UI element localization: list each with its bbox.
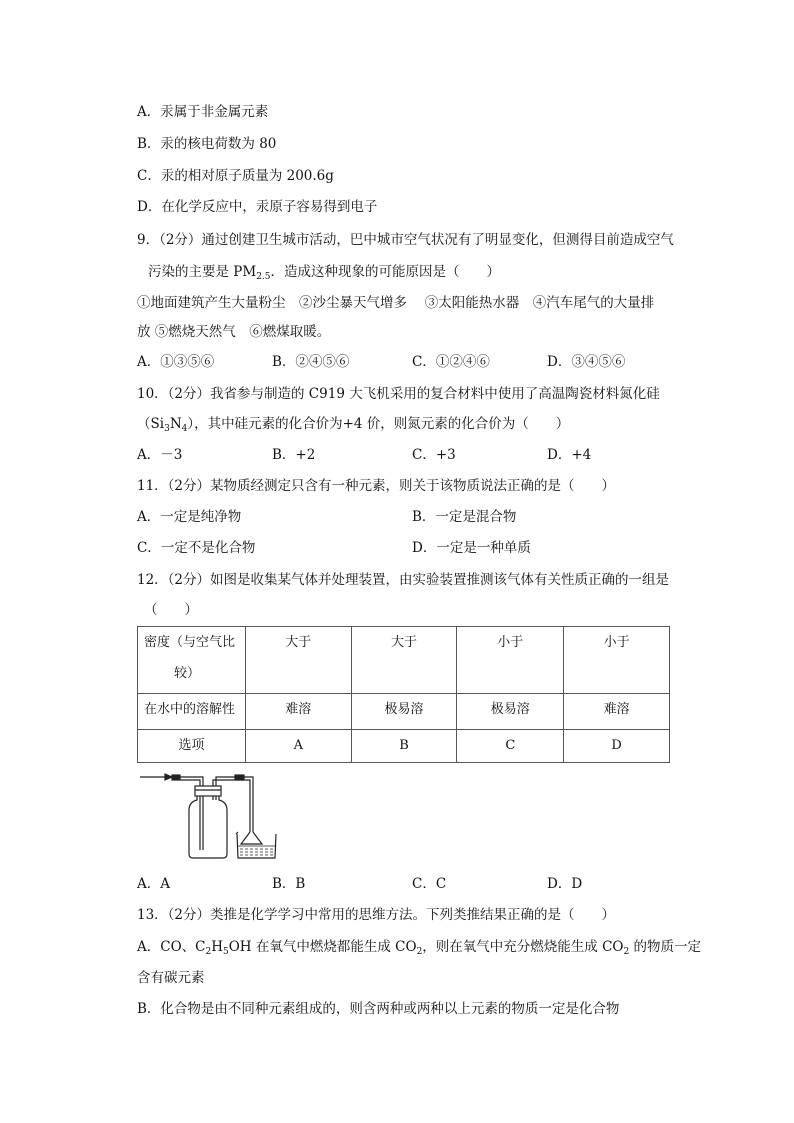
q13-stem: 13．（2分）类推是化学学习中常用的思维方法。下列类推结果正确的是（ ） <box>137 907 616 923</box>
table-cell: B <box>351 730 457 763</box>
table-cell-option-header: 选项 <box>138 730 246 763</box>
q13-option-a-line2: 含有碳元素 <box>137 970 205 986</box>
q10-stem-line1: 10．（2分）我省参与制造的 C919 大飞机采用的复合材料中使用了高温陶瓷材料氮化硅 <box>137 386 660 402</box>
q9-stem-line4: 放 ⑤燃烧天然气 ⑥燃煤取暖。 <box>137 324 331 340</box>
table-cell: 难溶 <box>564 694 670 730</box>
table-cell: 小于 <box>457 627 564 694</box>
table-cell: 难溶 <box>245 694 351 730</box>
q8-option-b: B．汞的核电荷数为 80 <box>137 136 277 152</box>
q11-option-d: D．一定是一种单质 <box>412 540 531 556</box>
table-cell: 大于 <box>351 627 457 694</box>
q11-option-b: B．一定是混合物 <box>412 509 517 525</box>
gas-properties-table <box>137 626 670 763</box>
table-cell: 极易溶 <box>457 694 564 730</box>
q11-stem: 11．（2分）某物质经测定只含有一种元素，则关于该物质说法正确的是（ ） <box>137 478 616 494</box>
gas-bottle <box>189 796 227 858</box>
q12-option-b: B．B <box>272 876 306 892</box>
table-cell: 大于 <box>245 627 351 694</box>
q8-option-c: C．汞的相对原子质量为 200.6g <box>137 168 334 184</box>
q12-stem-line1: 12．（2分）如图是收集某气体并处理装置，由实验装置推测该气体有关性质正确的一组是 <box>137 572 670 588</box>
q12-option-c: C．C <box>412 876 447 892</box>
q10-option-d: D．+4 <box>547 447 592 463</box>
q11-option-c: C．一定不是化合物 <box>137 540 256 556</box>
table-row-solubility <box>138 694 670 730</box>
q12-option-d: D．D <box>547 876 583 892</box>
table-cell: C <box>457 730 564 763</box>
q11-option-a: A．一定是纯净物 <box>137 509 242 525</box>
q12-option-a: A．A <box>137 876 170 892</box>
table-cell: A <box>245 730 351 763</box>
q10-option-b: B．+2 <box>272 447 316 463</box>
q8-option-a: A．汞属于非金属元素 <box>137 104 269 120</box>
gas-collection-apparatus-diagram <box>137 770 287 862</box>
q9-option-c: C．①②④⑥ <box>412 354 490 370</box>
q13-option-a-line1: A．CO、$C_2H_5OH$ 在氧气中燃烧都能生成 $CO_2$，则在氧气中充分燃烧能生成 $CO_2$ 的物质一定 <box>137 939 702 957</box>
q12-stem-line2: （ ） <box>144 602 198 618</box>
table-cell-solubility-header: 在水中的溶解性 <box>138 694 246 730</box>
inlet-clamp <box>172 775 180 780</box>
q9-stem-line2: 污染的主要是 $PM_{2.5}$．造成这种现象的可能原因是（ ） <box>148 264 501 282</box>
q8-option-d: D．在化学反应中，汞原子容易得到电子 <box>137 199 378 215</box>
q9-option-b: B．②④⑤⑥ <box>272 354 350 370</box>
q10-stem-line2: $(Si_3N_4)$，其中硅元素的化合价为+4 价，则氮元素的化合价为（ ） <box>137 416 570 434</box>
q9-option-a: A．①③⑤⑥ <box>137 354 215 370</box>
table-row-density <box>138 627 670 694</box>
q9-stem-line3: ①地面建筑产生大量粉尘 ②沙尘暴天气增多 ③太阳能热水器 ④汽车尾气的大量排 <box>137 295 655 311</box>
q9-option-d: D．③④⑤⑥ <box>547 354 626 370</box>
table-cell: 极易溶 <box>351 694 457 730</box>
table-cell-density-header: 密度（与空气比 较） <box>138 627 246 694</box>
q13-option-b: B．化合物是由不同种元素组成的，则含两种或两种以上元素的物质一定是化合物 <box>137 1001 620 1017</box>
inlet-arrowhead <box>165 774 172 780</box>
table-row-option <box>138 730 670 763</box>
table-cell: 小于 <box>564 627 670 694</box>
bottle-stopper <box>195 786 221 796</box>
outlet-tube-outer <box>216 777 253 832</box>
q9-stem-line1: 9．（2分）通过创建卫生城市活动，巴中城市空气状况有了明显变化，但测得目前造成空气 <box>137 232 674 248</box>
q10-option-a: A．－3 <box>137 447 183 463</box>
table-cell: D <box>564 730 670 763</box>
inverted-funnel <box>241 832 262 844</box>
q10-option-c: C．+3 <box>412 447 456 463</box>
outlet-clamp <box>235 775 244 780</box>
